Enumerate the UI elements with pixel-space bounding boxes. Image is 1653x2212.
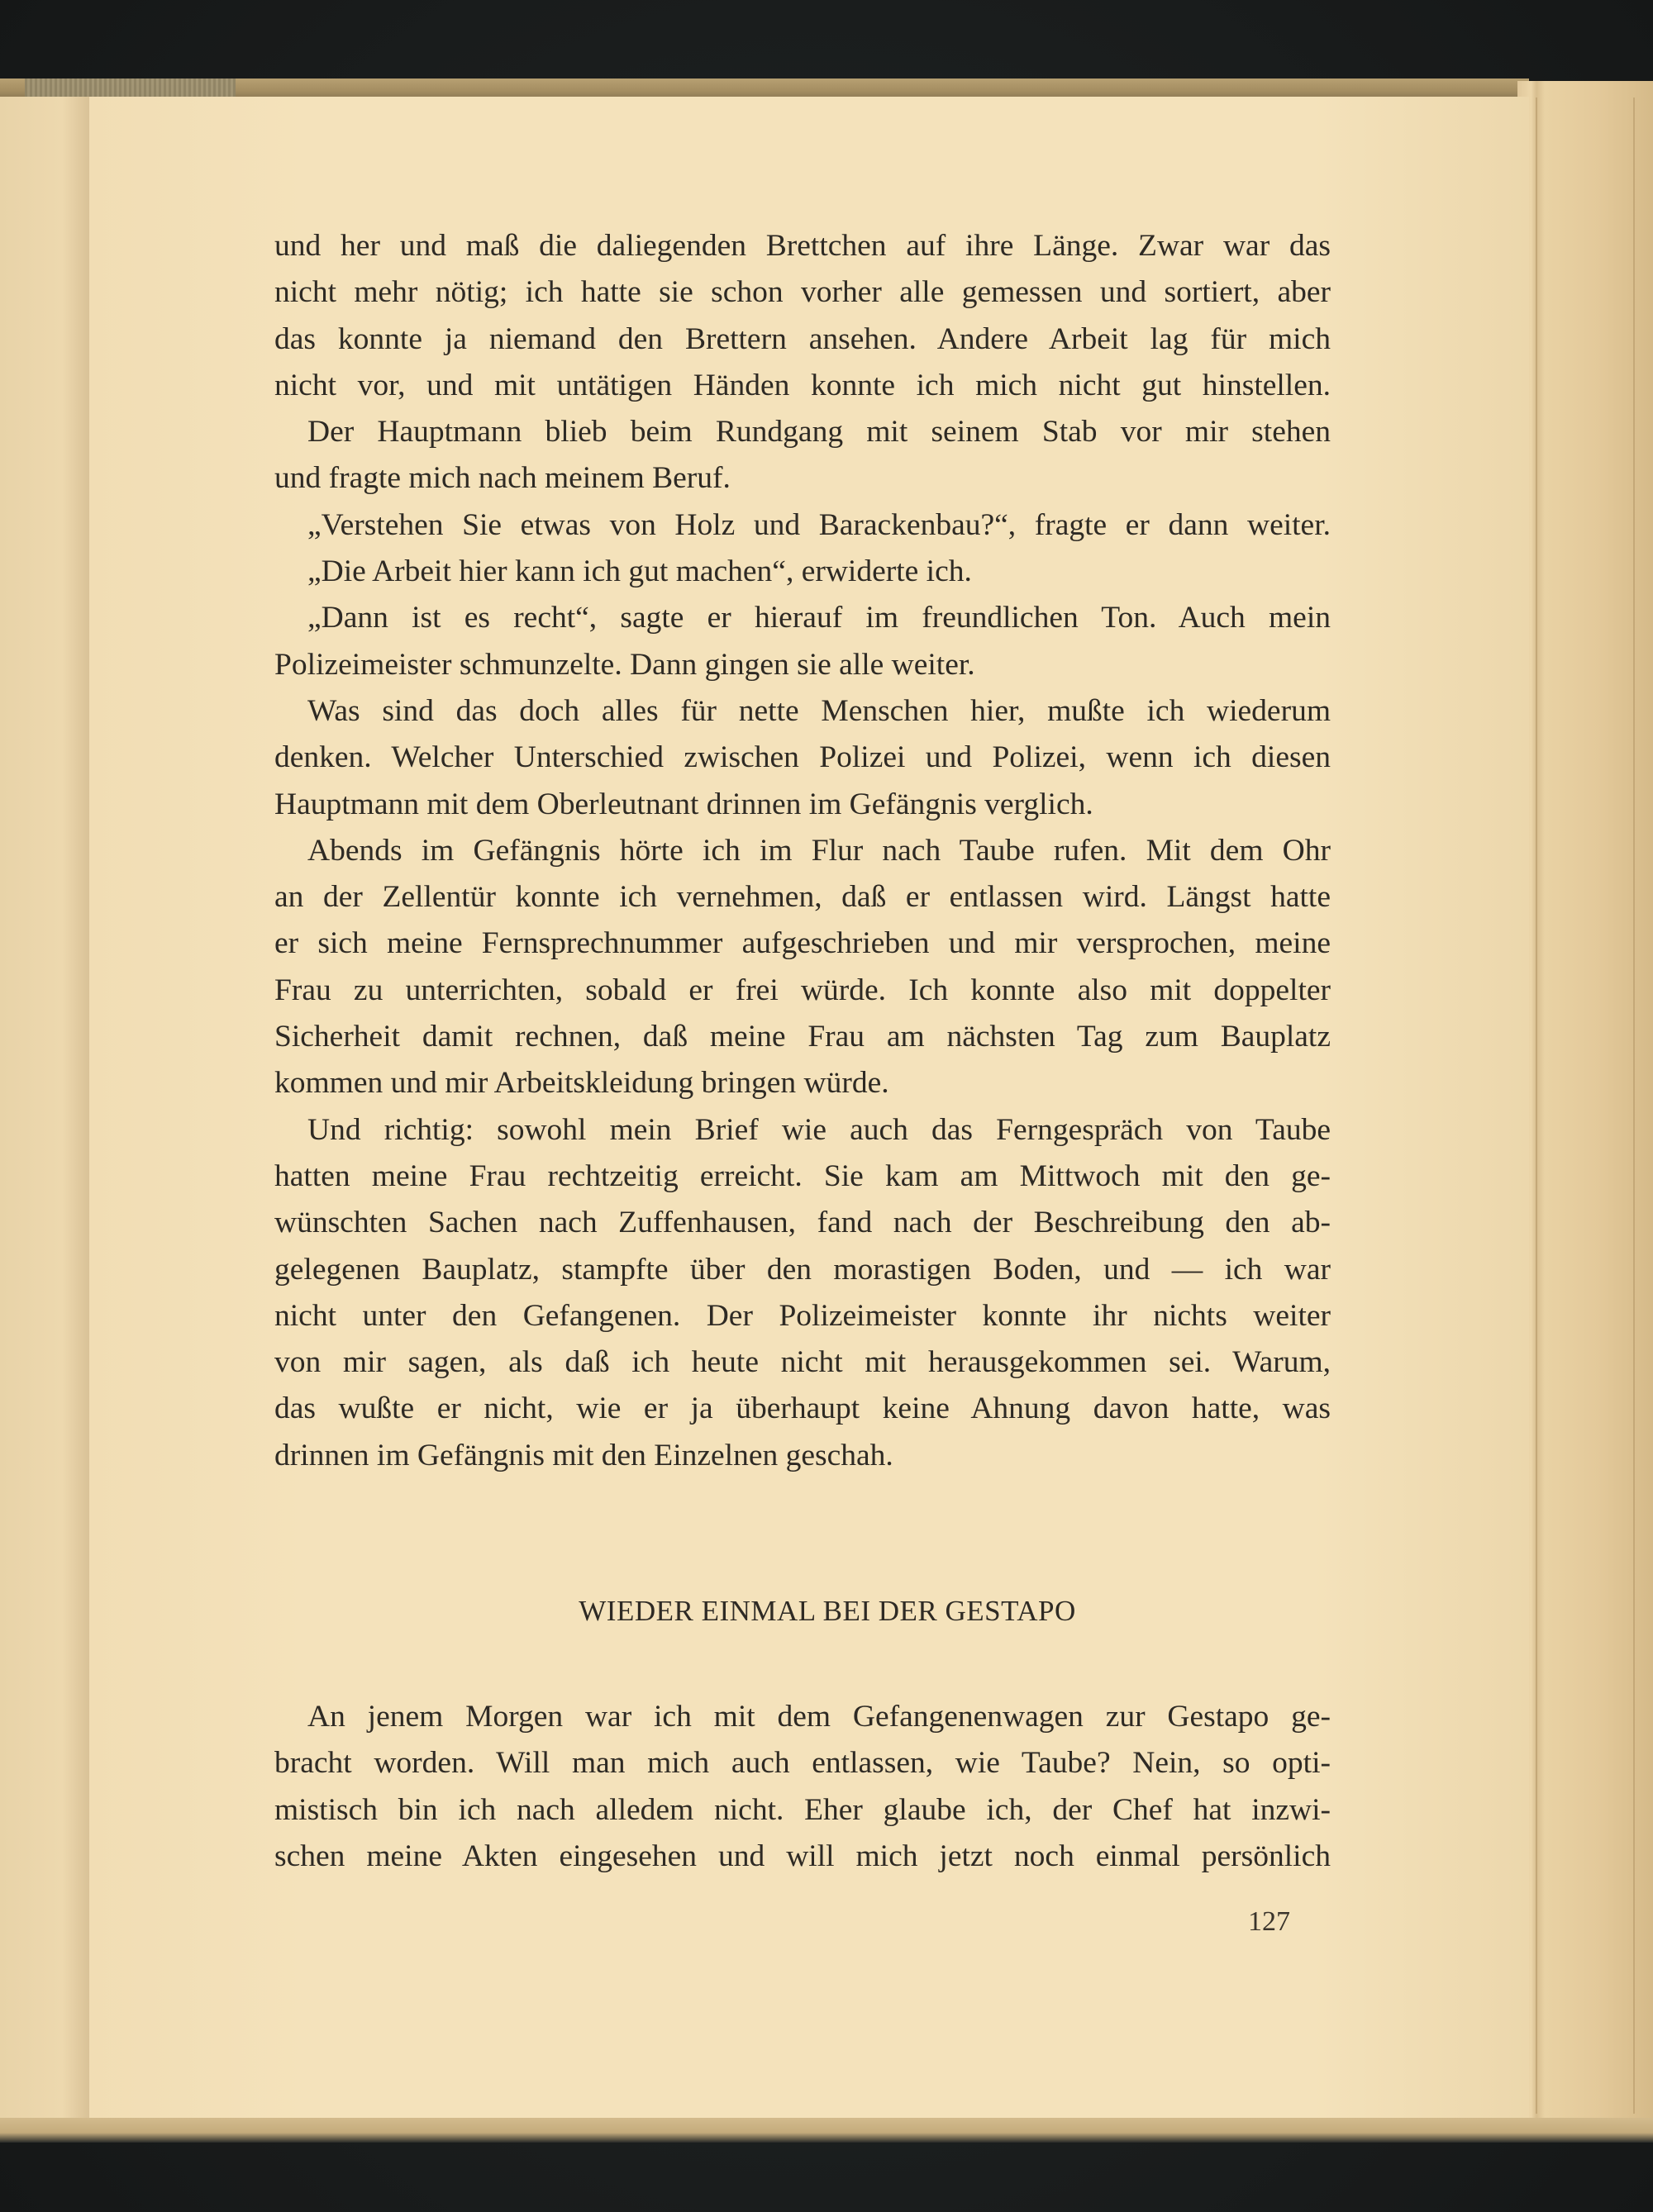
text-line: Der Hauptmann blieb beim Rundgang mit seinem Stab vor mir stehen [307, 415, 1331, 450]
text-line: Polizeimeister schmunzelte. Dann gingen sie alle weiter. [274, 647, 975, 682]
text-line: Abends im Gefängnis hörte ich im Flur nach Taube rufen. Mit dem Ohr [307, 833, 1331, 868]
text-line: schen meine Akten eingesehen und will mich jetzt noch einmal persönlich [274, 1839, 1331, 1873]
page-edge-line [1633, 98, 1635, 2114]
text-line: Was sind das doch alles für nette Menschen hier, mußte ich wiederum [307, 693, 1331, 728]
text-line: und fragte mich nach meinem Beruf. [274, 461, 731, 496]
text-line: und her und maß die daliegenden Brettchen auf ihre Länge. Zwar war das [274, 229, 1331, 263]
text-line: „Verstehen Sie etwas von Holz und Barackenbau?“, fragte er dann weiter. [307, 507, 1331, 542]
text-line: An jenem Morgen war ich mit dem Gefangenenwagen zur Gestapo ge- [307, 1700, 1331, 1734]
page-text [274, 223, 1331, 1880]
text-line: Sicherheit damit rechnen, daß meine Frau am nächsten Tag zum Bauplatz [274, 1020, 1331, 1054]
section-spacer [274, 1479, 1331, 1586]
text-line: wünschten Sachen nach Zuffenhausen, fand nach der Beschreibung den ab- [274, 1206, 1331, 1240]
text-line: nicht vor, und mit untätigen Händen konnte ich mich nicht gut hinstellen. [274, 368, 1331, 402]
text-line: das konnte ja niemand den Brettern ansehen. Andere Arbeit lag für mich [274, 321, 1331, 356]
text-line: Hauptmann mit dem Oberleutnant drinnen im Gefängnis verglich. [274, 787, 1093, 821]
left-page-edge [0, 97, 91, 2121]
heading-spacer [274, 1636, 1331, 1694]
top-binding-edge [0, 78, 1529, 98]
binding-cloth [25, 78, 236, 98]
section-heading: WIEDER EINMAL BEI DER GESTAPO [579, 1595, 1076, 1628]
bottom-page-edge [0, 2118, 1653, 2143]
text-line: hatten meine Frau rechtzeitig erreicht. Sie kam am Mittwoch mit den ge- [274, 1158, 1331, 1193]
text-line: „Dann ist es recht“, sagte er hierauf im freundlichen Ton. Auch mein [307, 601, 1331, 635]
right-page-stack [1517, 81, 1653, 2138]
text-line: mistisch bin ich nach alledem nicht. Eher glaube ich, der Chef hat inzwi- [274, 1792, 1331, 1827]
page-edge-line [1536, 98, 1537, 2114]
text-line: gelegenen Bauplatz, stampfte über den morastigen Boden, und — ich war [274, 1252, 1331, 1287]
text-line: nicht unter den Gefangenen. Der Polizeimeister konnte ihr nichts weiter [274, 1298, 1331, 1333]
text-line: bracht worden. Will man mich auch entlassen, wie Taube? Nein, so opti- [274, 1746, 1331, 1781]
text-line: das wußte er nicht, wie er ja überhaupt keine Ahnung davon hatte, was [274, 1391, 1331, 1426]
text-line: denken. Welcher Unterschied zwischen Polizei und Polizei, wenn ich diesen [274, 740, 1331, 775]
page-number: 127 [1248, 1906, 1290, 1937]
text-line: drinnen im Gefängnis mit den Einzelnen geschah. [274, 1438, 893, 1472]
section-paragraphs [274, 1694, 1331, 1880]
text-line: kommen und mir Arbeitskleidung bringen würde. [274, 1066, 889, 1101]
text-line: nicht mehr nötig; ich hatte sie schon vorher alle gemessen und sortiert, aber [274, 275, 1331, 310]
text-line: Frau zu unterrichten, sobald er frei würde. Ich konnte also mit doppelter [274, 973, 1331, 1007]
text-line: von mir sagen, als daß ich heute nicht mit herausgekommen sei. Warum, [274, 1345, 1331, 1380]
text-line: an der Zellentür konnte ich vernehmen, daß er entlassen wird. Längst hatte [274, 880, 1331, 915]
text-line: er sich meine Fernsprechnummer aufgeschrieben und mir versprochen, meine [274, 926, 1331, 961]
body-paragraphs [274, 223, 1331, 1479]
text-line: Und richtig: sowohl mein Brief wie auch das Ferngespräch von Taube [307, 1112, 1331, 1147]
text-line: „Die Arbeit hier kann ich gut machen“, erwiderte ich. [307, 554, 972, 589]
